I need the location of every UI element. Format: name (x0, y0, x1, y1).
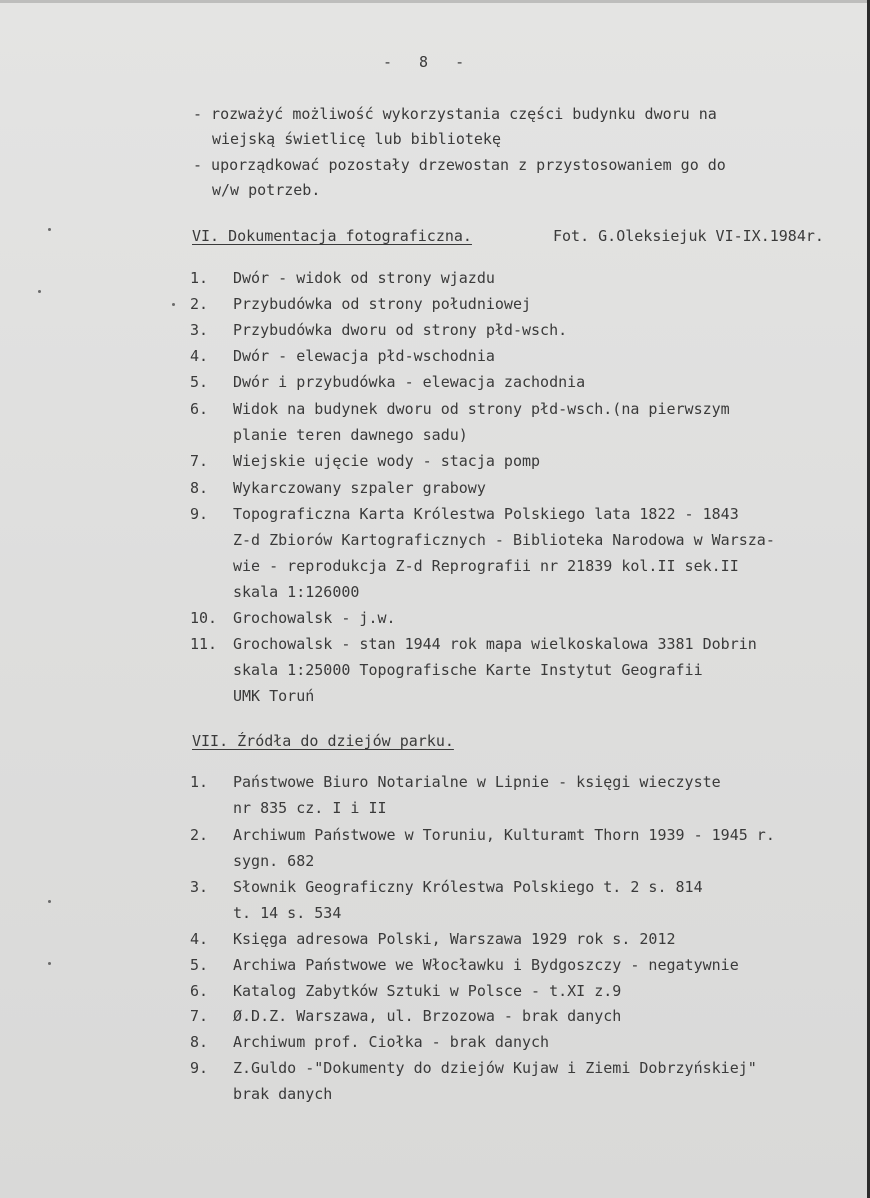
list-item-text: skala 1:126000 (233, 583, 360, 601)
list-item-number: 3. (190, 878, 209, 896)
list-item-text: Archiwa Państwowe we Włocławku i Bydgoszczy - negatywnie (233, 956, 739, 974)
intro-line: - uporządkować pozostały drzewostan z przystosowaniem go do (193, 156, 726, 174)
list-item-text: Archiwum Państwowe w Toruniu, Kulturamt Thorn 1939 - 1945 r. (233, 826, 775, 844)
list-item-text: Dwór i przybudówka - elewacja zachodnia (233, 373, 586, 391)
list-item-number: 6. (190, 982, 209, 1000)
list-item-text: sygn. 682 (233, 852, 315, 870)
section-6-heading: VI. Dokumentacja fotograficzna. (192, 227, 472, 245)
list-item-text: Grochowalsk - stan 1944 rok mapa wielkoskalowa 3381 Dobrin (233, 635, 757, 653)
list-item-text: nr 835 cz. I i II (233, 799, 387, 817)
list-item-text: UMK Toruń (233, 687, 315, 705)
list-item-number: 5. (190, 373, 209, 391)
paper-speck (38, 290, 41, 293)
paper-speck (48, 900, 51, 903)
list-item-number: 10. (190, 609, 218, 627)
list-item-text: Księga adresowa Polski, Warszawa 1929 rok s. 2012 (233, 930, 676, 948)
list-item-number: 11. (190, 635, 218, 653)
list-item-text: Archiwum prof. Ciołka - brak danych (233, 1033, 550, 1051)
list-item-number: 3. (190, 321, 209, 339)
section-7-heading: VII. Źródła do dziejów parku. (192, 732, 454, 750)
list-item-text: Widok na budynek dworu od strony płd-wsch.(na pierwszym (233, 400, 730, 418)
list-item-text: Dwór - widok od strony wjazdu (233, 269, 495, 287)
list-item-number: 4. (190, 930, 209, 948)
list-item-number: 8. (190, 479, 209, 497)
paper-speck (172, 303, 175, 306)
photographer-credit: Fot. G.Oleksiejuk VI-IX.1984r. (553, 227, 824, 245)
page-number: - 8 - (383, 53, 465, 71)
intro-line: w/w potrzeb. (212, 181, 321, 199)
list-item-text: Wykarczowany szpaler grabowy (233, 479, 486, 497)
list-item-text: planie teren dawnego sadu) (233, 426, 468, 444)
list-item-number: 7. (190, 1007, 209, 1025)
list-item-number: 9. (190, 505, 209, 523)
list-item-text: Państwowe Biuro Notarialne w Lipnie - księgi wieczyste (233, 773, 721, 791)
paper-speck (48, 228, 51, 231)
list-item-text: Katalog Zabytków Sztuki w Polsce - t.XI z.9 (233, 982, 622, 1000)
list-item-number: 9. (190, 1059, 209, 1077)
list-item-number: 2. (190, 295, 209, 313)
list-item-text: Dwór - elewacja płd-wschodnia (233, 347, 495, 365)
paper-speck (48, 962, 51, 965)
list-item-number: 4. (190, 347, 209, 365)
page-edge-top (0, 0, 870, 3)
list-item-text: Przybudówka od strony południowej (233, 295, 532, 313)
list-item-text: Ø.D.Z. Warszawa, ul. Brzozowa - brak danych (233, 1007, 622, 1025)
list-item-text: Przybudówka dworu od strony płd-wsch. (233, 321, 568, 339)
list-item-number: 1. (190, 269, 209, 287)
intro-line: wiejską świetlicę lub bibliotekę (212, 130, 501, 148)
list-item-number: 2. (190, 826, 209, 844)
list-item-text: Słownik Geograficzny Królestwa Polskiego t. 2 s. 814 (233, 878, 703, 896)
list-item-number: 5. (190, 956, 209, 974)
list-item-text: skala 1:25000 Topografische Karte Instytut Geografii (233, 661, 703, 679)
intro-line: - rozważyć możliwość wykorzystania części budynku dworu na (193, 105, 717, 123)
list-item-text: Wiejskie ujęcie wody - stacja pomp (233, 452, 541, 470)
list-item-text: brak danych (233, 1085, 333, 1103)
list-item-text: Z.Guldo -"Dokumenty do dziejów Kujaw i Ziemi Dobrzyńskiej" (233, 1059, 757, 1077)
list-item-text: Grochowalsk - j.w. (233, 609, 396, 627)
list-item-text: wie - reprodukcja Z-d Reprografii nr 21839 kol.II sek.II (233, 557, 739, 575)
list-item-number: 7. (190, 452, 209, 470)
list-item-number: 6. (190, 400, 209, 418)
list-item-text: Z-d Zbiorów Kartograficznych - Biblioteka Narodowa w Warsza- (233, 531, 775, 549)
list-item-number: 8. (190, 1033, 209, 1051)
list-item-text: Topograficzna Karta Królestwa Polskiego lata 1822 - 1843 (233, 505, 739, 523)
list-item-text: t. 14 s. 534 (233, 904, 342, 922)
list-item-number: 1. (190, 773, 209, 791)
